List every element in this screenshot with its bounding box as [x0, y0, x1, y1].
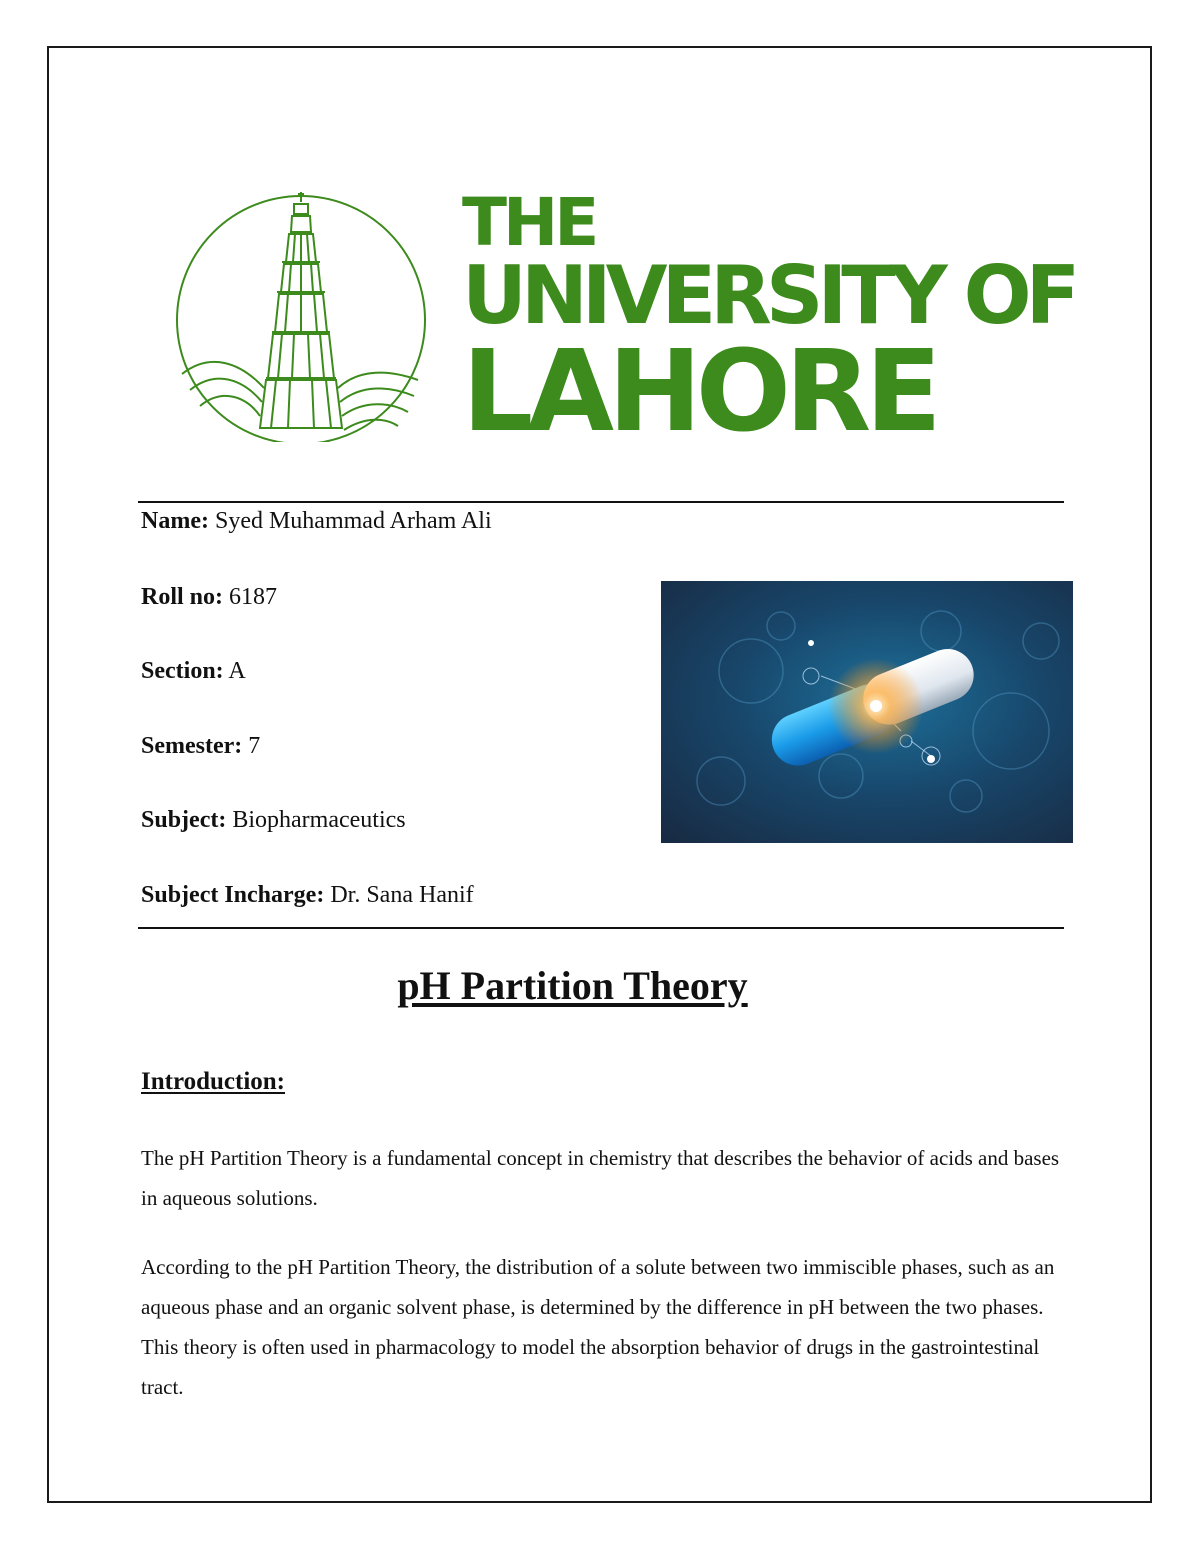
document-title: pH Partition Theory	[397, 963, 748, 1008]
intro-paragraph-2: According to the pH Partition Theory, the distribution of a solute between two immiscible phases, such as an aqueous phase and an organic solvent phase, is determined by the difference in pH between the two phases. This theory is often used in pharmacology to model the absorption behavior of drugs in the gastrointestinal tract.	[141, 1255, 1055, 1399]
semester-value: 7	[248, 733, 261, 759]
subject-incharge-row	[141, 882, 474, 909]
semester-label: Semester:	[141, 733, 243, 759]
section-row	[141, 658, 246, 685]
logo-line-lahore: LAHORE	[462, 327, 936, 457]
logo-line-university-of: UNIVERSITY OF	[462, 249, 1075, 342]
incharge-value: Dr. Sana Hanif	[330, 882, 474, 908]
subject-value: Biopharmaceutics	[232, 807, 406, 833]
university-logo-emblem	[170, 192, 432, 442]
name-label: Name:	[141, 508, 209, 534]
roll-number-row	[141, 584, 277, 611]
semester-row	[141, 733, 260, 760]
introduction-heading: Introduction:	[141, 1068, 286, 1095]
capsule-illustration	[661, 581, 1073, 843]
student-name-row	[141, 508, 492, 535]
divider-bottom	[138, 927, 1064, 929]
incharge-label: Subject Incharge:	[141, 882, 325, 908]
roll-value: 6187	[229, 584, 278, 610]
subject-label: Subject:	[141, 807, 227, 833]
logo-line-the: THE	[462, 184, 596, 261]
section-label: Section:	[141, 658, 224, 684]
subject-row	[141, 807, 406, 834]
name-value: Syed Muhammad Arham Ali	[214, 508, 492, 534]
roll-label: Roll no:	[141, 584, 224, 610]
intro-paragraph-1: The pH Partition Theory is a fundamental concept in chemistry that describes the behavior of acids and bases in aqueous solutions.	[141, 1146, 1060, 1210]
divider-top	[138, 501, 1064, 503]
section-value: A	[228, 658, 246, 684]
